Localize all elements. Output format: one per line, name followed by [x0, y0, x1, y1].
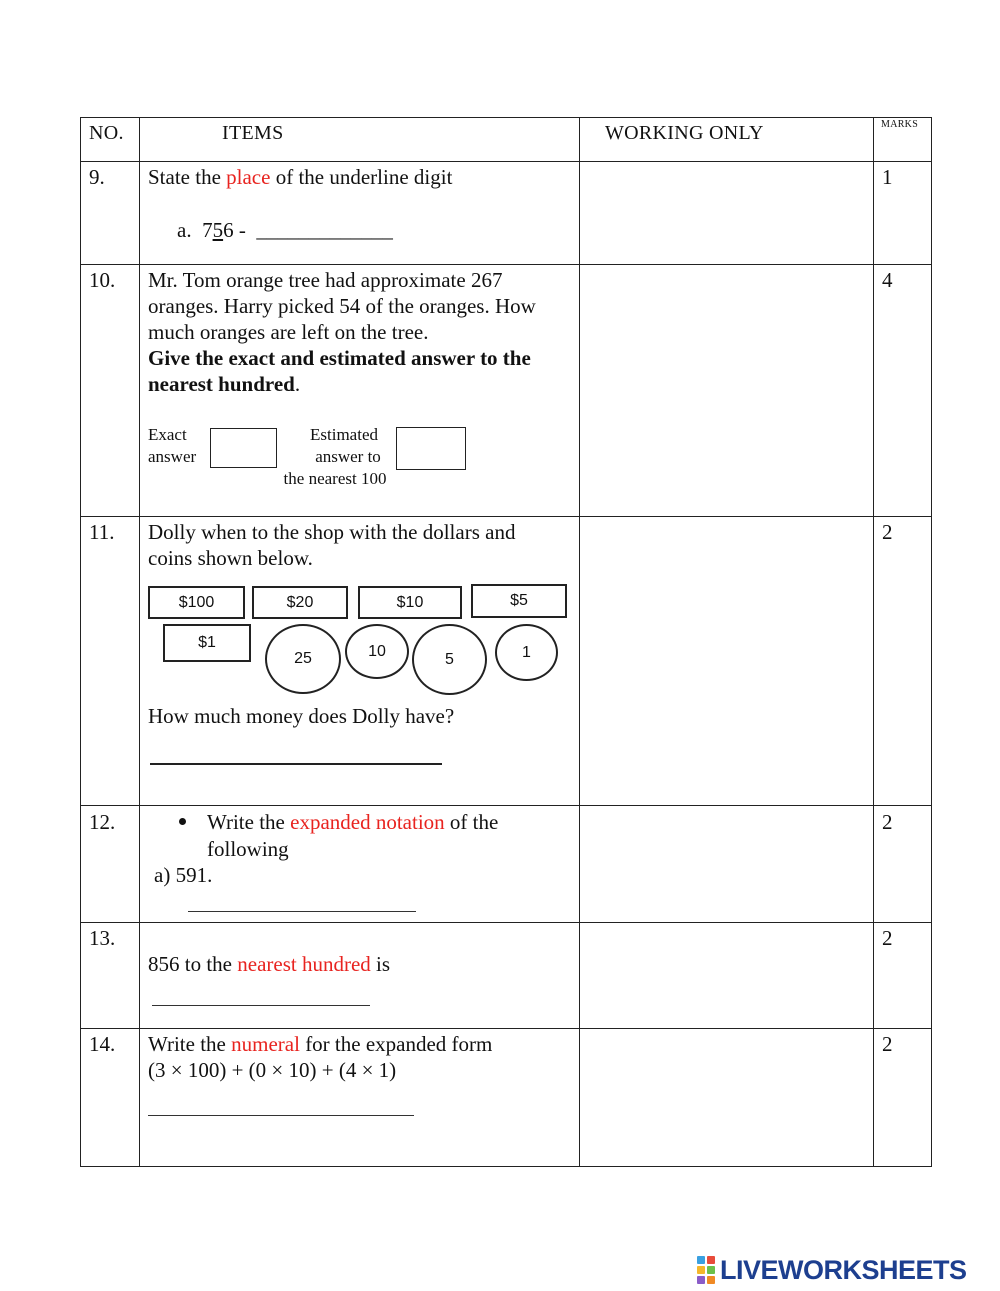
q10-exact-label-1: Exact — [148, 425, 187, 444]
q12-highlight: expanded notation — [290, 810, 445, 834]
q10-line-3: much oranges are left on the tree. — [148, 320, 429, 344]
coin-10: 10 — [345, 624, 409, 679]
bullet-icon — [179, 818, 186, 825]
q10-est-label-1: Estimated — [310, 425, 378, 444]
col-border-right — [931, 117, 932, 1167]
q14-marks: 2 — [882, 1032, 893, 1056]
table-border-top — [80, 117, 932, 118]
table-border-bottom — [80, 1166, 932, 1167]
q10-instruction-2: nearest hundred. — [148, 372, 301, 396]
coin-5: 5 — [412, 624, 487, 695]
q11-question: How much money does Dolly have? — [148, 704, 455, 728]
q10-line-2: oranges. Harry picked 54 of the oranges. How — [148, 294, 536, 318]
q12-marks: 2 — [882, 810, 893, 834]
q10-line-1: Mr. Tom orange tree had approximate 267 — [148, 268, 503, 292]
note-5: $5 — [471, 584, 567, 618]
q11-number: 11. — [89, 520, 115, 544]
q10-exact-answer-box[interactable] — [210, 428, 277, 468]
q9-prompt: State the place of the underline digit — [148, 165, 453, 189]
q12-prompt: Write the expanded notation of the — [207, 810, 499, 834]
col-divider-items — [579, 117, 580, 1167]
note-1: $1 — [163, 624, 251, 662]
q9-highlight: place — [226, 165, 271, 189]
row-divider-11 — [80, 805, 932, 806]
q9-underlined-digit: 5 — [212, 218, 224, 242]
q9-marks: 1 — [882, 165, 893, 189]
coin-25: 25 — [265, 624, 341, 694]
header-working: WORKING ONLY — [605, 122, 764, 144]
q9-answer-blank[interactable]: _____________ — [256, 218, 393, 242]
brand-name: LIVEWORKSHEETS — [720, 1254, 967, 1285]
q10-exact-label-2: answer — [148, 447, 197, 466]
note-10: $10 — [358, 586, 462, 619]
q10-number: 10. — [89, 268, 116, 292]
q14-prompt: Write the numeral for the expanded form — [148, 1032, 493, 1056]
col-divider-no — [139, 117, 140, 1167]
col-divider-working — [873, 117, 874, 1167]
header-row-divider — [80, 161, 932, 162]
q10-est-label-3: the nearest 100 — [283, 469, 387, 488]
q10-est-label-2: answer to — [315, 447, 381, 466]
q9-part-a: a. 756 - _____________ — [177, 218, 393, 242]
q10-estimated-answer-box[interactable] — [396, 427, 466, 470]
q10-marks: 4 — [882, 268, 893, 292]
q11-line-2: coins shown below. — [148, 546, 313, 570]
q13-answer-line[interactable] — [152, 1005, 370, 1006]
header-items: ITEMS — [222, 122, 284, 144]
q12-line-2: following — [207, 837, 289, 861]
header-marks: MARKS — [881, 119, 919, 130]
row-divider-10 — [80, 516, 932, 517]
row-divider-12 — [80, 922, 932, 923]
note-20: $20 — [252, 586, 348, 619]
q14-number: 14. — [89, 1032, 116, 1056]
q11-answer-line[interactable] — [150, 763, 442, 765]
header-no: NO. — [89, 122, 124, 144]
q13-number: 13. — [89, 926, 116, 950]
q13-highlight: nearest hundred — [237, 952, 371, 976]
note-100: $100 — [148, 586, 245, 619]
q14-expression: (3 × 100) + (0 × 10) + (4 × 1) — [148, 1058, 397, 1082]
q11-line-1: Dolly when to the shop with the dollars and — [148, 520, 516, 544]
row-divider-13 — [80, 1028, 932, 1029]
liveworksheets-logo[interactable] — [697, 1254, 967, 1286]
q13-prompt: 856 to the nearest hundred is — [148, 952, 391, 976]
q14-highlight: numeral — [231, 1032, 300, 1056]
q9-number: 9. — [89, 165, 105, 189]
col-border-left — [80, 117, 81, 1167]
q12-answer-line[interactable] — [188, 911, 416, 912]
q13-marks: 2 — [882, 926, 893, 950]
q12-number: 12. — [89, 810, 116, 834]
liveworksheets-blocks-icon — [697, 1256, 715, 1284]
q11-marks: 2 — [882, 520, 893, 544]
q12-part-a: a) 591. — [154, 863, 213, 887]
row-divider-9 — [80, 264, 932, 265]
q14-answer-line[interactable] — [148, 1115, 414, 1116]
coin-1: 1 — [495, 624, 558, 681]
q10-instruction-1: Give the exact and estimated answer to the — [148, 346, 531, 370]
